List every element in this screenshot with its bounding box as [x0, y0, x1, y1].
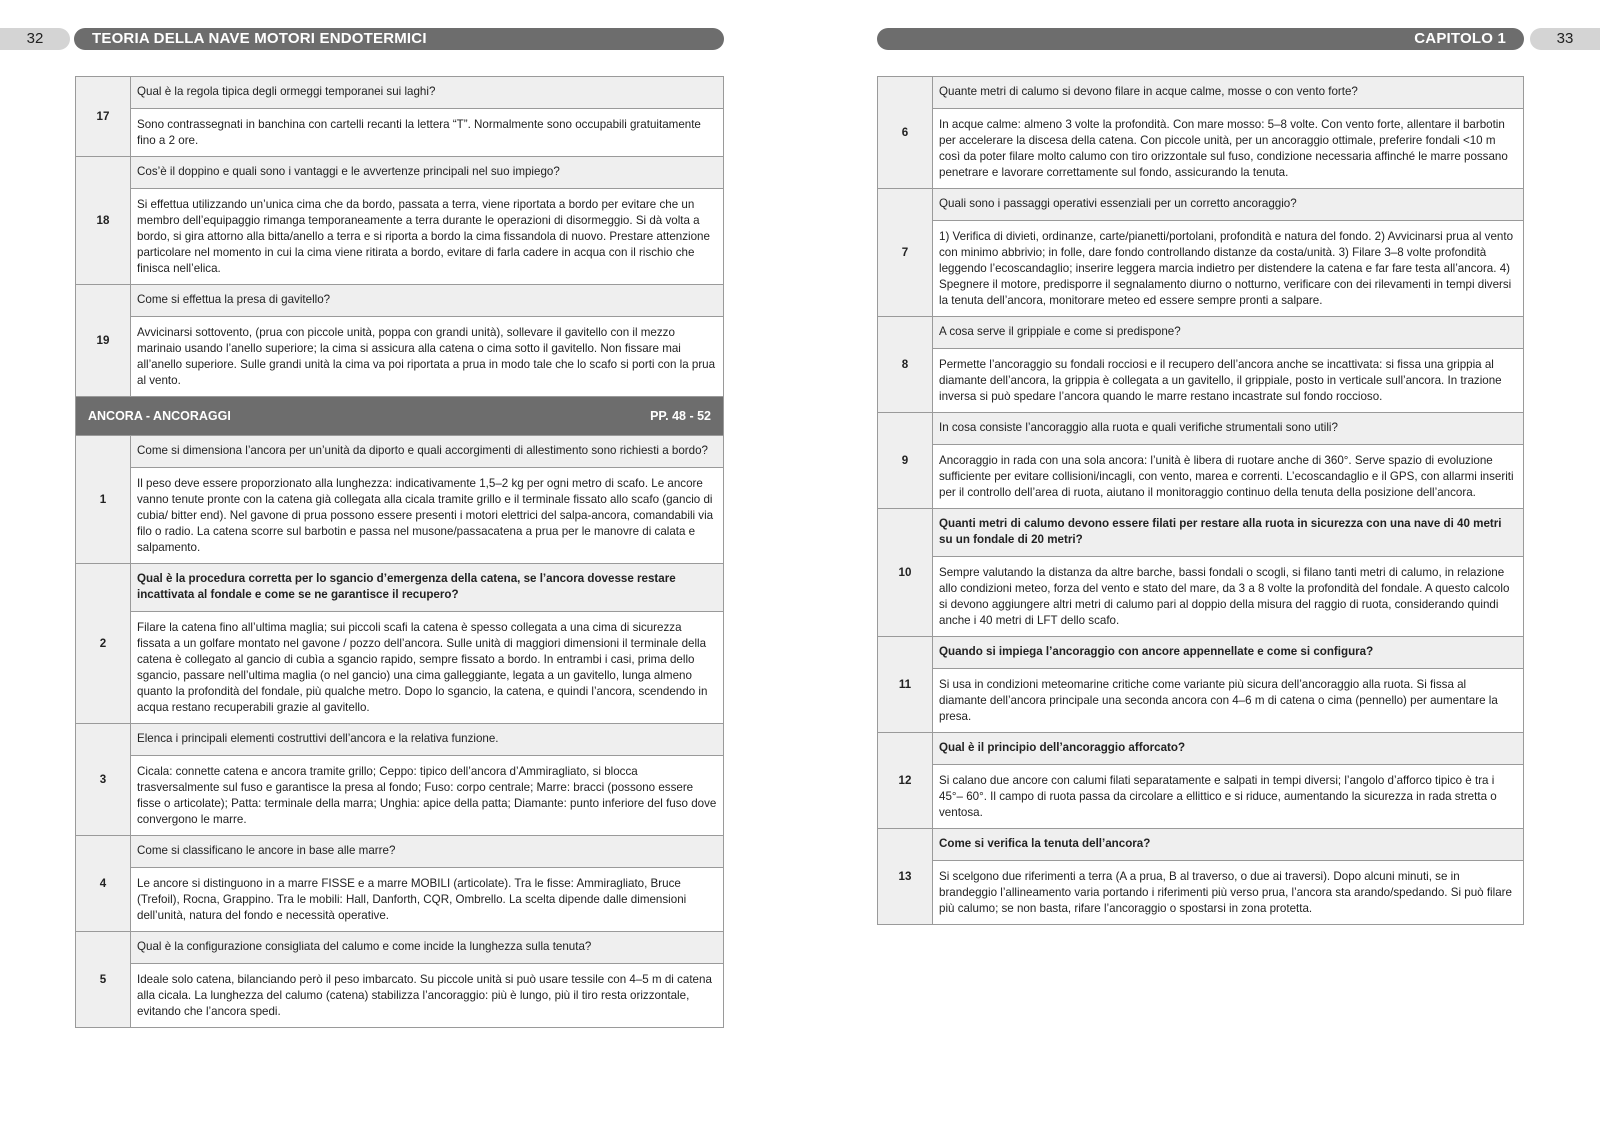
- qa-answer-row: [878, 669, 1524, 733]
- answer-text: 1) Verifica di divieti, ordinanze, carte/pianetti/portolani, profondità e natura del fondo. 2) Avvicinarsi prua al vento con minimo abbrivio; in folle, dare fondo controllando distanze da costa/unità. 3) Filare 3–8 volte profondità leggendo l’ecoscandaglio; inserire leggera marcia indietro per distendere la catena e far fare testa all’ancora. 4) Spegnere il motore, predisporre il segnalamento diurno o notturno, verificare con dei rilevamenti in tempi diversi la tenuta dell’ancora, monitorare meteo ed essere sempre pronti a salpare.: [933, 221, 1524, 317]
- question-number: 3: [76, 724, 131, 836]
- question-number: 1: [76, 436, 131, 564]
- page-number: 32: [0, 28, 70, 50]
- question-text: Quanti metri di calumo devono essere filati per restare alla ruota in sicurezza con una nave di 40 metri su un fondale di 20 metri?: [933, 509, 1524, 557]
- answer-text: Si calano due ancore con calumi filati separatamente e salpati in tempi diversi; l’angolo d’afforco tipico è tra i 45°– 60°. Il campo di ruota passa da circolare a ellittico e si riduce, aumentando la sicurezza in rada stretta o ventosa.: [933, 765, 1524, 829]
- qa-answer-row: [76, 612, 724, 724]
- qa-question-row: [76, 77, 724, 109]
- qa-answer-row: [76, 109, 724, 157]
- answer-text: Le ancore si distinguono in a marre FISSE e a marre MOBILI (articolate). Tra le fisse: Ammiragliato, Bruce (Trefoil), Rocna, Grappino. Tra le mobili: Hall, Danforth, CQR, Ombrello. La scelta dipende dalle dimensioni dell’unità, natura del fondo e necessità operative.: [131, 868, 724, 932]
- answer-text: Cicala: connette catena e ancora tramite grillo; Ceppo: tipico dell’ancora d’Ammiragliato, si blocca trasversalmente sul fuso e garantisce la presa al fondo; Fuso: corpo centrale; Marre: bracci (possono essere fisse o articolate); Patta: terminale della marra; Unghia: apice della patta; Diamante: punto inferiore del fuso dove convergono le marre.: [131, 756, 724, 836]
- question-text: Quando si impiega l’ancoraggio con ancore appennellate e come si configura?: [933, 637, 1524, 669]
- qa-question-row: [878, 189, 1524, 221]
- qa-answer-row: [76, 964, 724, 1028]
- qa-answer-row: [878, 557, 1524, 637]
- answer-text: Avvicinarsi sottovento, (prua con piccole unità, poppa con grandi unità), sollevare il gavitello con il mezzo marinaio usando l’anello superiore; la cima si assicura alla catena o cima sotto il gavitello. Non fissare mai all’anello superiore. Sulle grandi unità la cima va poi riportata a prua in modo tale che lo scafo si porti con la prua al vento.: [131, 317, 724, 397]
- question-text: Elenca i principali elementi costruttivi dell’ancora e la relativa funzione.: [131, 724, 724, 756]
- question-text: Qual è il principio dell’ancoraggio afforcato?: [933, 733, 1524, 765]
- question-text: Quante metri di calumo si devono filare in acque calme, mosse o con vento forte?: [933, 77, 1524, 109]
- qa-question-row: [76, 285, 724, 317]
- question-text: Qual è la configurazione consigliata del calumo e come incide la lunghezza sulla tenuta?: [131, 932, 724, 964]
- qa-question-row: [76, 932, 724, 964]
- qa-question-row: [878, 77, 1524, 109]
- question-number: 8: [878, 317, 933, 413]
- question-number: 4: [76, 836, 131, 932]
- question-text: Cos’è il doppino e quali sono i vantaggi e le avvertenze principali nel suo impiego?: [131, 157, 724, 189]
- question-number: 7: [878, 189, 933, 317]
- qa-question-row: [76, 436, 724, 468]
- question-text: Come si classificano le ancore in base alle marre?: [131, 836, 724, 868]
- answer-text: Sono contrassegnati in banchina con cartelli recanti la lettera “T”. Normalmente sono occupabili gratuitamente fino a 2 ore.: [131, 109, 724, 157]
- qa-question-row: [76, 724, 724, 756]
- qa-answer-row: [878, 861, 1524, 925]
- running-header: CAPITOLO 1: [877, 28, 1524, 50]
- answer-text: Si effettua utilizzando un’unica cima che da bordo, passata a terra, viene riportata a bordo per evitare che un membro dell’equipaggio rimanga temporaneamente a terra durante le operazioni di disormeggio. Si dà volta a bordo, si gira attorno alla bitta/anello a terra e si riporta a bordo la cima fissandola di nuovo. Prestare attenzione particolare nel momento in cui la cima viene ritirata a bordo, evitare di farla cadere in acqua con il rischio che finisca nell’elica.: [131, 189, 724, 285]
- question-text: Qual è la procedura corretta per lo sgancio d’emergenza della catena, se l’ancora dovesse restare incattivata al fondale e come se ne garantisce il recupero?: [131, 564, 724, 612]
- question-text: Come si dimensiona l’ancora per un’unità da diporto e quali accorgimenti di allestimento sono richiesti a bordo?: [131, 436, 724, 468]
- qa-answer-row: [76, 317, 724, 397]
- section-pages: PP. 48 - 52: [650, 409, 711, 423]
- question-number: 2: [76, 564, 131, 724]
- right-page: [800, 0, 1600, 1137]
- qa-question-row: [878, 413, 1524, 445]
- answer-text: Filare la catena fino all’ultima maglia; sui piccoli scafi la catena è spesso collegata a una cima di sicurezza fissata a un golfare montato nel gavone / pozzo dell’ancora. Sulle unità di maggiori dimensioni il terminale della catena è collegato al gancio di cubìa a sgancio rapido, sempre fissato a bordo. In entrambi i casi, prima dello sgancio, passare nell’ultima maglia (o nel gancio) una cima galleggiante, legata a un gavitello, lunga almeno quanto la profondità del fondale, più qualche metro. Dopo lo sgancio, la catena, e quindi l’ancora, scendendo in acqua restano recuperabili grazie al gavitello.: [131, 612, 724, 724]
- qa-answer-row: [878, 109, 1524, 189]
- qa-answer-row: [76, 189, 724, 285]
- question-text: Qual è la regola tipica degli ormeggi temporanei sui laghi?: [131, 77, 724, 109]
- qa-answer-row: [878, 349, 1524, 413]
- qa-question-row: [878, 637, 1524, 669]
- question-number: 11: [878, 637, 933, 733]
- question-text: A cosa serve il grippiale e come si predispone?: [933, 317, 1524, 349]
- qa-question-row: [76, 564, 724, 612]
- question-number: 9: [878, 413, 933, 509]
- answer-text: Ideale solo catena, bilanciando però il peso imbarcato. Su piccole unità si può usare tessile con 4–5 m di catena alla cicala. La lunghezza del calumo (catena) stabilizza l’ancoraggio: più è lungo, più il tiro resta orizzontale, evitando che l’ancora spedi.: [131, 964, 724, 1028]
- question-number: 13: [878, 829, 933, 925]
- question-number: 6: [878, 77, 933, 189]
- question-text: Come si verifica la tenuta dell’ancora?: [933, 829, 1524, 861]
- qa-question-row: [878, 317, 1524, 349]
- qa-question-row: [76, 157, 724, 189]
- answer-text: Si scelgono due riferimenti a terra (A a prua, B al traverso, o due ai traversi). Dopo alcuni minuti, se in brandeggio l’allineamento varia portando i riferimenti più verso prua, l’ancora sta arando/spedando. Si può filare più calumo; se non basta, rifare l’ancoraggio o spostarsi in zona protetta.: [933, 861, 1524, 925]
- qa-question-row: [878, 509, 1524, 557]
- answer-text: Permette l’ancoraggio su fondali rocciosi e il recupero dell’ancora anche se incattivata: si fissa una grippia al diamante dell’ancora, la grippia è collegata a un gavitello, il grippiale, posto in verticale sull’ancora. In trazione inversa si può spedare l’ancora quando le marre restano incastrate sul fondo roccioso.: [933, 349, 1524, 413]
- qa-answer-row: [76, 868, 724, 932]
- answer-text: In acque calme: almeno 3 volte la profondità. Con mare mosso: 5–8 volte. Con vento forte, allentare il barbotin per accelerare la discesa della catena. Con piccole unità, per un ancoraggio ottimale, preferire fondali <10 m così da poter filare molto calumo con tiro orizzontale sul fuso, condizione necessaria affinché le marre possano penetrare e lavorare correttamente sul fondo, assicurando la tenuta.: [933, 109, 1524, 189]
- qa-answer-row: [76, 468, 724, 564]
- qa-question-row: [878, 829, 1524, 861]
- section-header: [76, 397, 724, 436]
- question-number: 10: [878, 509, 933, 637]
- qa-answer-row: [878, 765, 1524, 829]
- question-number: 18: [76, 157, 131, 285]
- question-number: 17: [76, 77, 131, 157]
- section-title: ANCORA - ANCORAGGI: [88, 409, 231, 423]
- question-number: 12: [878, 733, 933, 829]
- qa-answer-row: [878, 221, 1524, 317]
- qa-question-row: [878, 733, 1524, 765]
- qa-answer-row: [878, 445, 1524, 509]
- qa-table: [75, 76, 724, 1028]
- answer-text: Ancoraggio in rada con una sola ancora: l’unità è libera di ruotare anche di 360°. Serve spazio di evoluzione sufficiente per evitare collisioni/incagli, con vento, marea e correnti. L’ecoscandaglio e il GPS, con allarmi inseriti per il controllo dell’area di ruota, aiutano il monitoraggio continuo della tenuta della posizione dell’ancora.: [933, 445, 1524, 509]
- question-number: 19: [76, 285, 131, 397]
- qa-table: [877, 76, 1524, 925]
- qa-answer-row: [76, 756, 724, 836]
- running-header: TEORIA DELLA NAVE MOTORI ENDOTERMICI: [74, 28, 724, 50]
- question-number: 5: [76, 932, 131, 1028]
- answer-text: Si usa in condizioni meteomarine critiche come variante più sicura dell’ancoraggio alla ruota. Si fissa al diamante dell’ancora principale una seconda ancora con 4–6 m di catena o cima (pennello) per aumentare la presa.: [933, 669, 1524, 733]
- question-text: Come si effettua la presa di gavitello?: [131, 285, 724, 317]
- answer-text: Il peso deve essere proporzionato alla lunghezza: indicativamente 1,5–2 kg per ogni metro di scafo. Le ancore vanno tenute pronte con la catena già collegata alla cicala tramite grillo e il terminale fissato allo scafo (gancio di cubia/ bitter end). Nel gavone di prua possono essere presenti i motori elettrici del salpa-ancora, comandabili via filo o radio. La catena scorre sul barbotin e passa nel musone/passacatena a prua per le manovre di calata e salpamento.: [131, 468, 724, 564]
- answer-text: Sempre valutando la distanza da altre barche, bassi fondali o scogli, si filano tanti metri di calumo, in relazione allo condizioni meteo, forza del vento e stato del mare, da 3 a 8 volte la profondità del fondale. A questo calcolo si devono aggiungere altri metri di calumo pari al doppio della misura del raggio di ruota, considerando quindi anche i 40 metri di LFT dello scafo.: [933, 557, 1524, 637]
- question-text: Quali sono i passaggi operativi essenziali per un corretto ancoraggio?: [933, 189, 1524, 221]
- question-text: In cosa consiste l’ancoraggio alla ruota e quali verifiche strumentali sono utili?: [933, 413, 1524, 445]
- qa-question-row: [76, 836, 724, 868]
- page-number: 33: [1530, 28, 1600, 50]
